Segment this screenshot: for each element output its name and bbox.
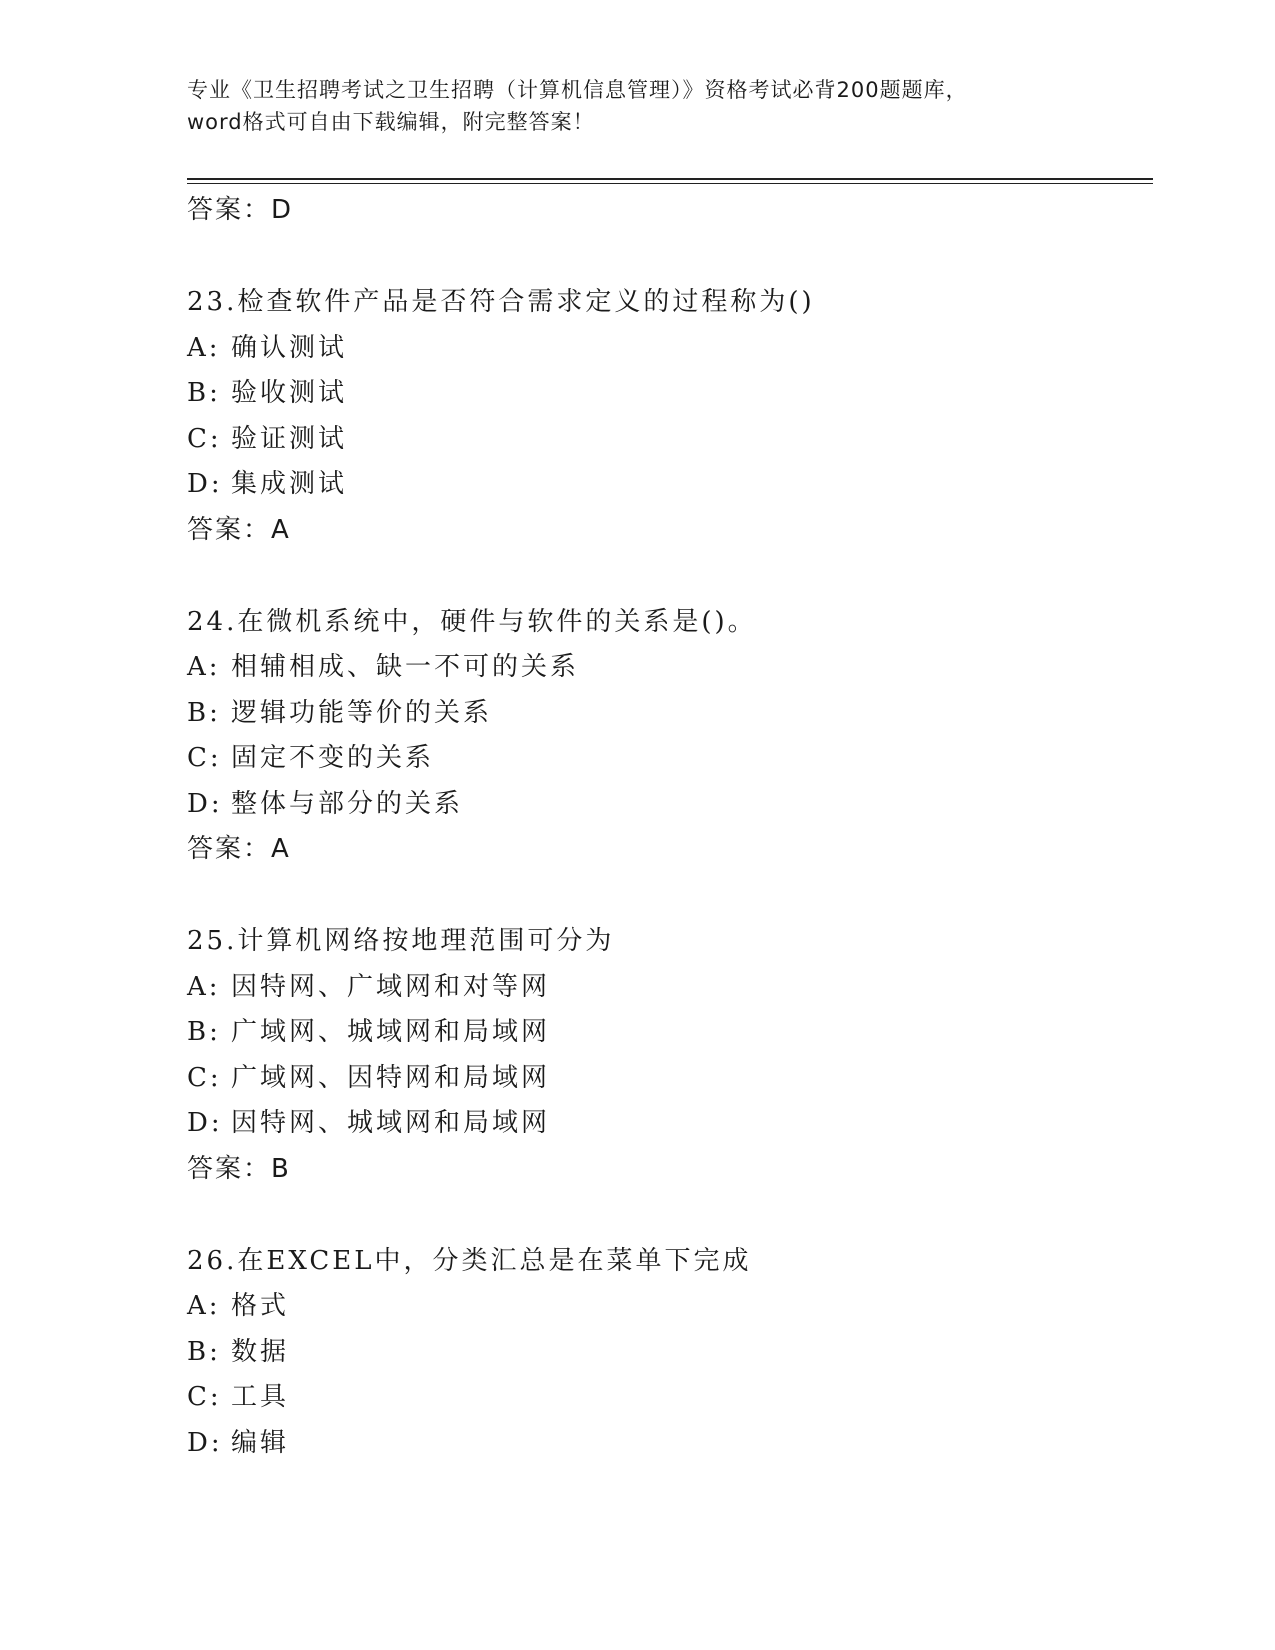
option-key: D: [187,469,223,499]
option-key: B: [187,378,221,408]
option-key: C: [187,1062,222,1093]
option-key: C: [187,743,222,773]
option-d [187,782,1147,828]
option-key: C: [187,1382,222,1412]
option-text: 广域网、城域网和局域网 [231,1017,551,1047]
option-b [187,1010,1147,1056]
option-text: 确认测试 [231,332,348,363]
option-d [187,1421,1147,1467]
answer-line: 答案：B [187,1153,291,1184]
option-a [187,1284,1147,1330]
option-a [187,326,1147,372]
header-line-2: word格式可自由下载编辑，附完整答案！ [187,110,595,134]
option-c [187,1375,1147,1421]
question-title: 26.在EXCEL中，分类汇总是在菜单下完成 [187,1245,752,1276]
option-text: 因特网、城域网和局域网 [231,1108,551,1138]
option-text: 数据 [231,1336,290,1367]
option-d [187,1101,1147,1147]
option-key: D: [187,1108,223,1138]
option-c [187,736,1147,782]
option-text: 相辅相成、缺一不可的关系 [231,652,580,682]
option-text: 集成测试 [231,469,348,499]
option-key: D: [187,1427,223,1458]
option-key: A: [187,652,221,682]
previous-answer: 答案：D [187,195,294,225]
option-b [187,691,1147,737]
option-d [187,462,1147,508]
option-text: 整体与部分的关系 [231,788,464,819]
option-key: A: [187,332,221,363]
option-text: 因特网、广域网和对等网 [231,971,551,1002]
option-key: C: [187,423,222,454]
option-text: 工具 [231,1382,290,1412]
option-a [187,965,1147,1011]
question-title: 25.计算机网络按地理范围可分为 [187,926,615,956]
question-title: 23.检查软件产品是否符合需求定义的过程称为() [187,287,815,317]
question-list [187,188,1147,1466]
option-key: B: [187,1017,221,1047]
option-a [187,645,1147,691]
option-text: 逻辑功能等价的关系 [231,697,493,728]
option-key: B: [187,1336,221,1367]
question-25 [187,919,1147,1192]
option-text: 编辑 [231,1427,290,1458]
header-divider-thin [187,183,1153,184]
option-key: B: [187,697,221,728]
document-header [187,74,1087,138]
option-text: 验收测试 [231,378,348,408]
option-key: A: [187,1291,221,1321]
answer-line: 答案：A [187,834,291,864]
question-24 [187,600,1147,873]
option-b [187,1330,1147,1376]
option-key: D: [187,788,223,819]
option-text: 验证测试 [231,423,348,454]
question-23 [187,280,1147,553]
header-line-1: 专业《卫生招聘考试之卫生招聘（计算机信息管理）》资格考试必背200题题库， [187,78,968,102]
answer-line: 答案：A [187,514,291,545]
question-26 [187,1239,1147,1467]
option-key: A: [187,971,221,1002]
option-c [187,417,1147,463]
header-divider [187,178,1153,180]
option-b [187,371,1147,417]
option-text: 格式 [231,1291,290,1321]
option-text: 固定不变的关系 [231,743,435,773]
question-title: 24.在微机系统中，硬件与软件的关系是()。 [187,606,757,637]
option-text: 广域网、因特网和局域网 [231,1062,551,1093]
option-c [187,1056,1147,1102]
